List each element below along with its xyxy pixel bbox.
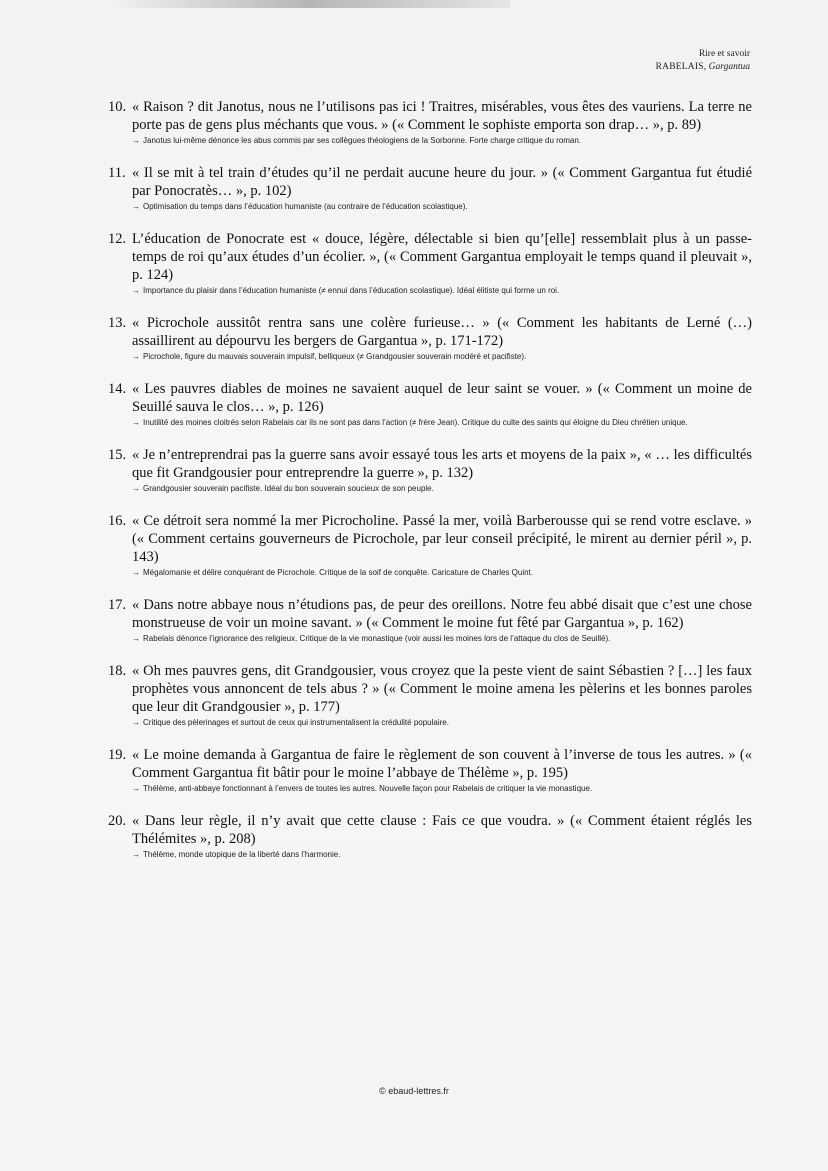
- commentary-text: Grandgousier souverain pacifiste. Idéal du bon souverain soucieux de son peuple.: [143, 484, 434, 493]
- list-item: [108, 380, 752, 428]
- item-commentary: [132, 633, 752, 644]
- list-item: [108, 746, 752, 794]
- list-item: [108, 662, 752, 728]
- item-quote: « Picrochole aussitôt rentra sans une colère furieuse… » (« Comment les habitants de Lerné (…) assaillirent au dépourvu les bergers de Gargantua », p. 171-172): [132, 315, 752, 349]
- item-commentary: [132, 351, 752, 362]
- commentary-text: Rabelais dénonce l’ignorance des religieux. Critique de la vie monastique (voir aussi les moines lors de l’attaque du clos de Seuillé).: [143, 634, 611, 643]
- item-commentary: [132, 201, 752, 212]
- item-commentary: [132, 567, 752, 578]
- item-quote: « Oh mes pauvres gens, dit Grandgousier, vous croyez que la peste vient de saint Sébastien ? […] les faux prophètes vous annoncent de tels abus ? » (« Comment le moine amena les pèlerins et les bonnes paroles que leur dit Grandgousier », p. 177): [132, 663, 752, 715]
- commentary-text: Picrochole, figure du mauvais souverain impulsif, belliqueux (≠ Grandgousier souverain modéré et pacifiste).: [143, 352, 527, 361]
- page-header: [656, 48, 750, 74]
- commentary-text: Thélème, anti-abbaye fonctionnant à l’envers de toutes les autres. Nouvelle façon pour Rabelais de critiquer la vie monastique.: [143, 784, 593, 793]
- list-item: [108, 98, 752, 146]
- arrow-icon: →: [132, 136, 140, 145]
- arrow-icon: →: [132, 484, 140, 493]
- commentary-text: Critique des pèlerinages et surtout de ceux qui instrumentalisent la crédulité populaire.: [143, 718, 449, 727]
- header-author: RABELAIS,: [655, 62, 707, 72]
- item-commentary: [132, 135, 752, 146]
- commentary-text: Thélème, monde utopique de la liberté dans l’harmonie.: [143, 850, 341, 859]
- arrow-icon: →: [132, 286, 140, 295]
- scan-shadow: [110, 0, 510, 8]
- commentary-text: Inutilité des moines cloitrés selon Rabelais car ils ne sont pas dans l’action (≠ frère Jean). Critique du culte des saints qui éloigne du Dieu chrétien unique.: [143, 418, 688, 427]
- item-quote: « Je n’entreprendrai pas la guerre sans avoir essayé tous les arts et moyens de la paix », « … les difficultés que fit Grandgousier pour entreprendre la guerre », p. 132): [132, 447, 752, 481]
- commentary-text: Janotus lui-même dénonce les abus commis par ses collègues théologiens de la Sorbonne. Forte charge critique du roman.: [143, 136, 582, 145]
- header-work: Gargantua: [708, 62, 750, 72]
- page-footer: © ebaud-lettres.fr: [379, 1086, 449, 1096]
- item-commentary: [132, 483, 752, 494]
- list-item: [108, 164, 752, 212]
- header-series: Rire et savoir: [698, 49, 750, 59]
- item-number: 16.: [108, 513, 127, 529]
- item-number: 12.: [108, 231, 127, 247]
- arrow-icon: →: [132, 850, 140, 859]
- item-number: 18.: [108, 663, 127, 679]
- arrow-icon: →: [132, 352, 140, 361]
- item-quote: L’éducation de Ponocrate est « douce, légère, délectable si bien qu’[elle] ressemblait plus à un passe-temps de roi qu’aux études d’un écolier. », (« Comment Gargantua employait le temps quand il pleuvait », p. 124): [132, 231, 752, 283]
- arrow-icon: →: [132, 718, 140, 727]
- item-commentary: [132, 849, 752, 860]
- item-quote: « Ce détroit sera nommé la mer Picrocholine. Passé la mer, voilà Barberousse qui se rend votre esclave. » (« Comment certains gouverneurs de Picrochole, par leur conseil précipité, le mirent au dernier péril », p. 143): [132, 513, 752, 565]
- item-commentary: [132, 717, 752, 728]
- arrow-icon: →: [132, 418, 140, 427]
- commentary-text: Importance du plaisir dans l’éducation humaniste (≠ ennui dans l’éducation scolastique). Idéal élitiste qui forme un roi.: [143, 286, 560, 295]
- item-number: 11.: [108, 165, 126, 181]
- arrow-icon: →: [132, 202, 140, 211]
- list-item: [108, 512, 752, 578]
- item-number: 17.: [108, 597, 127, 613]
- arrow-icon: →: [132, 568, 140, 577]
- commentary-text: Mégalomanie et délire conquérant de Picrochole. Critique de la soif de conquête. Caricature de Charles Quint.: [143, 568, 533, 577]
- item-quote: « Dans leur règle, il n’y avait que cette clause : Fais ce que voudra. » (« Comment étaient réglés les Thélémites », p. 208): [132, 813, 752, 847]
- item-quote: « Dans notre abbaye nous n’étudions pas, de peur des oreillons. Notre feu abbé disait que c’est une chose monstrueuse de voir un moine savant. » (« Comment le moine fut fêté par Gargantua », p. 162): [132, 597, 752, 631]
- item-number: 10.: [108, 99, 127, 115]
- arrow-icon: →: [132, 634, 140, 643]
- list-item: [108, 314, 752, 362]
- arrow-icon: →: [132, 784, 140, 793]
- item-number: 19.: [108, 747, 127, 763]
- item-number: 13.: [108, 315, 127, 331]
- list-item: [108, 812, 752, 860]
- list-item: [108, 446, 752, 494]
- item-commentary: [132, 783, 752, 794]
- commentary-text: Optimisation du temps dans l’éducation humaniste (au contraire de l’éducation scolastique).: [143, 202, 468, 211]
- item-number: 14.: [108, 381, 127, 397]
- list-item: [108, 230, 752, 296]
- item-quote: « Raison ? dit Janotus, nous ne l’utilisons pas ici ! Traitres, misérables, vous êtes des vauriens. La terre ne porte pas de gens plus méchants que vous. » (« Comment le sophiste emporta son drap… », p. 89): [132, 99, 752, 133]
- item-commentary: [132, 417, 752, 428]
- item-quote: « Les pauvres diables de moines ne savaient auquel de leur saint se vouer. » (« Comment un moine de Seuillé sauva le clos… », p. 126): [132, 381, 752, 415]
- quote-list: [108, 98, 752, 878]
- item-quote: « Il se mit à tel train d’études qu’il ne perdait aucune heure du jour. » (« Comment Gargantua fut étudié par Ponocratès… », p. 102): [132, 165, 752, 199]
- item-quote: « Le moine demanda à Gargantua de faire le règlement de son couvent à l’inverse de tous les autres. » (« Comment Gargantua fit bâtir pour le moine l’abbaye de Thélème », p. 195): [132, 747, 752, 781]
- list-item: [108, 596, 752, 644]
- item-number: 20.: [108, 813, 127, 829]
- header-source: [656, 61, 750, 74]
- item-commentary: [132, 285, 752, 296]
- item-number: 15.: [108, 447, 127, 463]
